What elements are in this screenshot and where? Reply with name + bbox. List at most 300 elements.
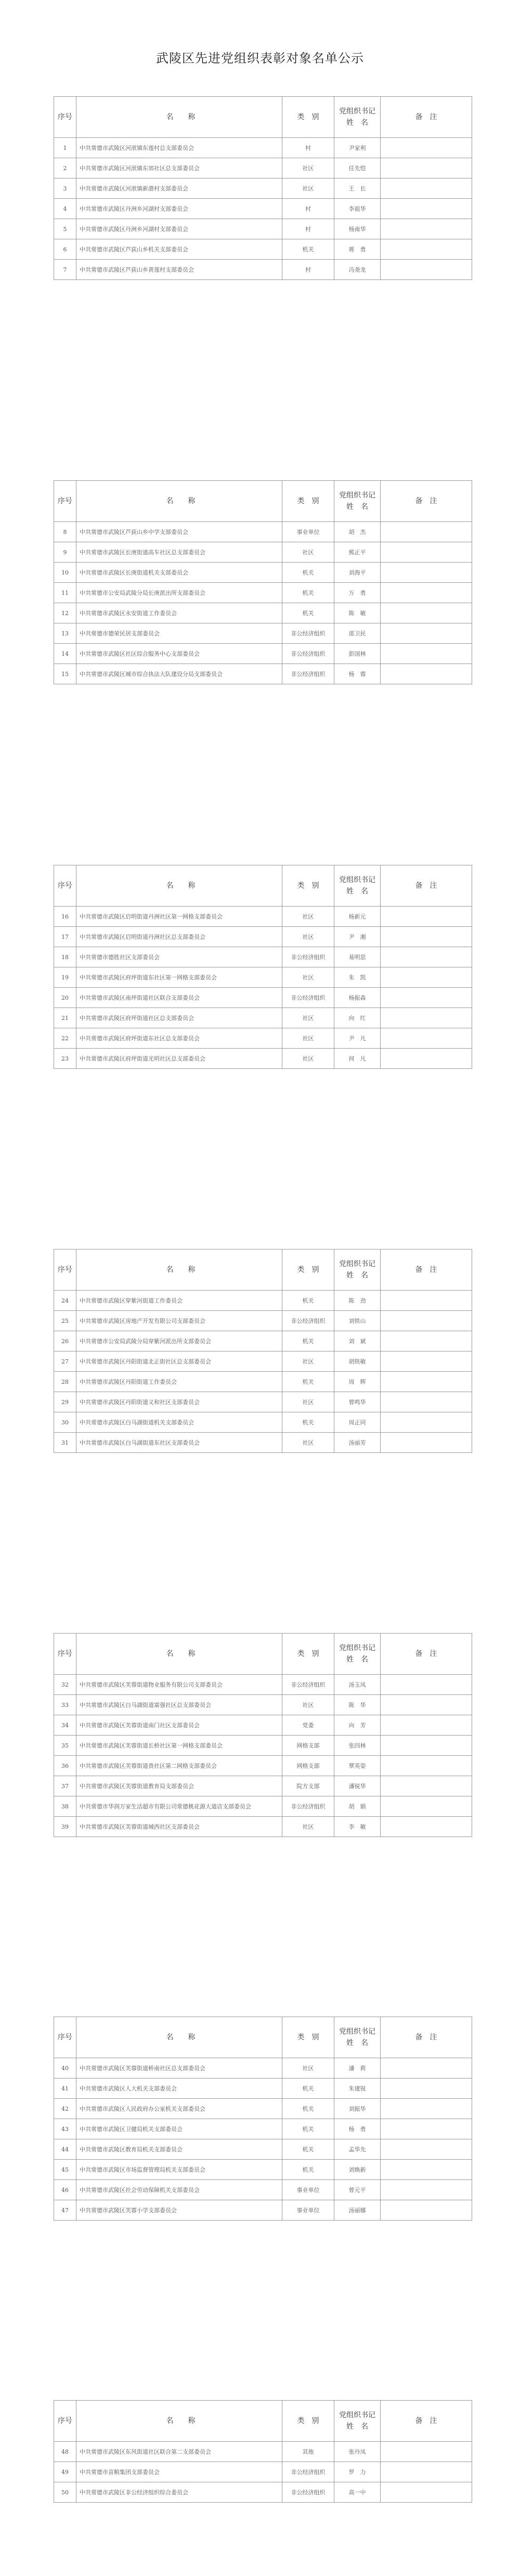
cell-name: 中共常德市武陵区城市综合执法大队建设分局支部委员会 <box>76 664 282 684</box>
table-row <box>54 1675 472 1695</box>
cell-no: 5 <box>54 219 76 239</box>
cell-no: 16 <box>54 907 76 927</box>
cell-type: 机关 <box>282 563 334 583</box>
header-secretary-line2: 姓 名 <box>346 1271 368 1280</box>
cell-secretary: 胡铁敏 <box>334 1351 381 1372</box>
cell-no: 50 <box>54 2482 76 2503</box>
cell-type: 社区 <box>282 927 334 947</box>
cell-no: 40 <box>54 2058 76 2078</box>
header-remark: 备 注 <box>381 2401 472 2442</box>
header-remark: 备 注 <box>381 1249 472 1291</box>
cell-type: 社区 <box>282 967 334 988</box>
cell-name: 中共常德市武陵区芙蓉街道物业服务有限公司支部委员会 <box>76 1675 282 1695</box>
header-name: 名 称 <box>76 2401 282 2442</box>
cell-no: 46 <box>54 2180 76 2200</box>
table-header-row <box>54 481 472 522</box>
cell-name: 中共常德市武陵区芙蓉街道贵社区第二网格支部委员会 <box>76 1756 282 1776</box>
cell-remark <box>381 2078 472 2099</box>
cell-name: 中共常德市武陵区丹阳街道工作委员会 <box>76 1372 282 1392</box>
cell-no: 6 <box>54 239 76 260</box>
table-row <box>54 1695 472 1715</box>
cell-no: 12 <box>54 603 76 623</box>
cell-name: 中共常德市武陵区永安街道工作委员会 <box>76 603 282 623</box>
cell-no: 10 <box>54 563 76 583</box>
cell-type: 机关 <box>282 1372 334 1392</box>
cell-secretary: 胡 杰 <box>334 522 381 542</box>
cell-type: 社区 <box>282 1351 334 1372</box>
cell-name: 中共常德市武陵区丹洲乡河湖村支部委员会 <box>76 219 282 239</box>
cell-no: 15 <box>54 664 76 684</box>
cell-secretary: 孟华先 <box>334 2139 381 2160</box>
cell-type: 非公经济组织 <box>282 1796 334 1817</box>
cell-type: 事业单位 <box>282 522 334 542</box>
cell-remark <box>381 947 472 967</box>
table-row <box>54 644 472 664</box>
header-name: 名 称 <box>76 1249 282 1291</box>
table-row <box>54 1331 472 1351</box>
cell-type: 社区 <box>282 1433 334 1453</box>
award-table <box>54 480 472 684</box>
cell-type: 社区 <box>282 2058 334 2078</box>
table-row <box>54 1008 472 1028</box>
table-row <box>54 2200 472 2221</box>
cell-secretary: 刘振华 <box>334 2099 381 2119</box>
cell-no: 36 <box>54 1756 76 1776</box>
cell-remark <box>381 967 472 988</box>
cell-no: 30 <box>54 1412 76 1433</box>
cell-remark <box>381 1331 472 1351</box>
cell-secretary: 汤丽娜 <box>334 2200 381 2221</box>
table-row <box>54 239 472 260</box>
cell-name: 中共常德市武陵区芙蓉街道桥南社区总支部委员会 <box>76 2058 282 2078</box>
cell-remark <box>381 2180 472 2200</box>
cell-secretary: 尹家利 <box>334 138 381 158</box>
table-row <box>54 1392 472 1412</box>
cell-no: 13 <box>54 623 76 644</box>
table-row <box>54 1433 472 1453</box>
cell-name: 中共常德市武陵区非公经济组织综合委员会 <box>76 2482 282 2503</box>
cell-remark <box>381 2139 472 2160</box>
table-row <box>54 1756 472 1776</box>
cell-no: 41 <box>54 2078 76 2099</box>
cell-secretary: 彭国林 <box>334 644 381 664</box>
cell-type: 网格支部 <box>282 1756 334 1776</box>
cell-remark <box>381 158 472 178</box>
header-type: 类 别 <box>282 97 334 138</box>
page-title: 武陵区先进党组织表彰对象名单公示 <box>156 51 364 66</box>
header-secretary-line2: 姓 名 <box>346 2422 368 2431</box>
cell-secretary: 向 红 <box>334 1008 381 1028</box>
cell-type: 社区 <box>282 1392 334 1412</box>
cell-secretary: 曾鸣华 <box>334 1392 381 1412</box>
cell-type: 村 <box>282 260 334 280</box>
table-row <box>54 623 472 644</box>
cell-secretary: 罗 力 <box>334 2462 381 2482</box>
cell-type: 社区 <box>282 178 334 199</box>
cell-type: 机关 <box>282 1291 334 1311</box>
cell-secretary: 何 凡 <box>334 1049 381 1069</box>
header-name: 名 称 <box>76 865 282 907</box>
table-header-row <box>54 2401 472 2442</box>
cell-remark <box>381 2119 472 2139</box>
cell-no: 42 <box>54 2099 76 2119</box>
award-table <box>54 2017 472 2221</box>
table-row <box>54 522 472 542</box>
cell-secretary: 汤玉凤 <box>334 1675 381 1695</box>
cell-type: 非公经济组织 <box>282 664 334 684</box>
cell-type: 机关 <box>282 2119 334 2139</box>
cell-no: 29 <box>54 1392 76 1412</box>
header-name: 名 称 <box>76 97 282 138</box>
cell-remark <box>381 1351 472 1372</box>
cell-remark <box>381 1776 472 1796</box>
cell-name: 中共常德市武陵区长庚街道机关支部委员会 <box>76 563 282 583</box>
cell-name: 中共常德市武陵区芙蓉街道教育局支部委员会 <box>76 1776 282 1796</box>
header-type: 类 别 <box>282 481 334 522</box>
header-no: 序号 <box>54 865 76 907</box>
table-row <box>54 199 472 219</box>
table-row <box>54 1291 472 1311</box>
cell-secretary: 周 辉 <box>334 1372 381 1392</box>
table-row <box>54 2160 472 2180</box>
cell-remark <box>381 988 472 1008</box>
cell-remark <box>381 1311 472 1331</box>
cell-type: 机关 <box>282 1412 334 1433</box>
cell-name: 中共常德市武陵区芦荻山乡中学支部委员会 <box>76 522 282 542</box>
cell-secretary: 杨南华 <box>334 219 381 239</box>
cell-secretary: 陈 敏 <box>334 603 381 623</box>
cell-type: 机关 <box>282 583 334 603</box>
cell-name: 中共常德市武陵区府坪街道光明社区总支部委员会 <box>76 1049 282 1069</box>
table-row <box>54 1796 472 1817</box>
cell-secretary: 曾元平 <box>334 2180 381 2200</box>
cell-secretary: 邵卫民 <box>334 623 381 644</box>
cell-no: 14 <box>54 644 76 664</box>
cell-secretary: 向 芳 <box>334 1715 381 1736</box>
header-remark: 备 注 <box>381 2017 472 2058</box>
cell-name: 中共常德市武陵区府坪街道东社区第一网格支部委员会 <box>76 967 282 988</box>
cell-remark <box>381 2462 472 2482</box>
cell-type: 事业单位 <box>282 2200 334 2221</box>
header-remark: 备 注 <box>381 481 472 522</box>
cell-name: 中共常德市武陵区丹阳街道义和社区支部委员会 <box>76 1392 282 1412</box>
cell-remark <box>381 219 472 239</box>
cell-no: 18 <box>54 947 76 967</box>
cell-type: 非公经济组织 <box>282 988 334 1008</box>
header-no: 序号 <box>54 1634 76 1675</box>
cell-secretary: 杨 蓉 <box>334 664 381 684</box>
cell-no: 39 <box>54 1817 76 1837</box>
cell-remark <box>381 1675 472 1695</box>
header-secretary-line1: 党组织书记 <box>339 1644 375 1652</box>
cell-secretary: 熊正平 <box>334 542 381 563</box>
cell-name: 中共常德市武陵区启明街道丹洲社区总支部委员会 <box>76 927 282 947</box>
cell-remark <box>381 138 472 158</box>
award-table <box>54 2400 472 2503</box>
cell-type: 其他 <box>282 2442 334 2462</box>
cell-no: 24 <box>54 1291 76 1311</box>
table-row <box>54 260 472 280</box>
header-type: 类 别 <box>282 1634 334 1675</box>
header-secretary <box>334 2017 381 2058</box>
cell-no: 4 <box>54 199 76 219</box>
cell-name: 中共常德市武陵区白马湖街道富强社区总支部委员会 <box>76 1695 282 1715</box>
cell-secretary: 陈 劲 <box>334 1291 381 1311</box>
table-row <box>54 1412 472 1433</box>
cell-remark <box>381 1028 472 1049</box>
cell-name: 中共常德市公安局武陵分局长庚派出所支部委员会 <box>76 583 282 603</box>
header-no: 序号 <box>54 97 76 138</box>
cell-remark <box>381 239 472 260</box>
cell-name: 中共常德市武陵区南坪街道社区联合支部委员会 <box>76 988 282 1008</box>
header-secretary-line1: 党组织书记 <box>339 2411 375 2419</box>
cell-secretary: 杨新元 <box>334 907 381 927</box>
cell-remark <box>381 260 472 280</box>
cell-secretary: 李祖华 <box>334 199 381 219</box>
cell-secretary: 汤丽芳 <box>334 1433 381 1453</box>
cell-name: 中共常德市武陵区长庚街道高车社区总支部委员会 <box>76 542 282 563</box>
cell-no: 33 <box>54 1695 76 1715</box>
cell-remark <box>381 1796 472 1817</box>
table-row <box>54 1351 472 1372</box>
cell-name: 中共常德市武陵区河洑镇东郊社区总支部委员会 <box>76 158 282 178</box>
table-row <box>54 1372 472 1392</box>
table-row <box>54 2099 472 2119</box>
cell-secretary: 潘 莉 <box>334 2058 381 2078</box>
cell-secretary: 胡 娟 <box>334 1796 381 1817</box>
cell-remark <box>381 927 472 947</box>
cell-type: 党委 <box>282 1715 334 1736</box>
cell-no: 25 <box>54 1311 76 1331</box>
cell-no: 31 <box>54 1433 76 1453</box>
cell-type: 非公经济组织 <box>282 1675 334 1695</box>
table-row <box>54 1311 472 1331</box>
header-secretary-line2: 姓 名 <box>346 2039 368 2047</box>
cell-remark <box>381 1433 472 1453</box>
cell-no: 9 <box>54 542 76 563</box>
cell-name: 中共常德市武陵区教育局机关支部委员会 <box>76 2139 282 2160</box>
cell-name: 中共常德市苗粮集团支部委员会 <box>76 2462 282 2482</box>
header-secretary-line1: 党组织书记 <box>339 491 375 500</box>
table-row <box>54 907 472 927</box>
cell-no: 48 <box>54 2442 76 2462</box>
table-row <box>54 664 472 684</box>
cell-secretary: 覃英姿 <box>334 1756 381 1776</box>
cell-name: 中共常德市华润万家生活超市有限公司常德桃花源大道店支部委员会 <box>76 1796 282 1817</box>
cell-type: 村 <box>282 199 334 219</box>
table-row <box>54 158 472 178</box>
cell-no: 38 <box>54 1796 76 1817</box>
cell-no: 20 <box>54 988 76 1008</box>
cell-type: 网格支部 <box>282 1736 334 1756</box>
cell-no: 32 <box>54 1675 76 1695</box>
header-secretary-line1: 党组织书记 <box>339 876 375 884</box>
cell-type: 机关 <box>282 2160 334 2180</box>
cell-remark <box>381 1412 472 1433</box>
cell-name: 中共常德市武陵区芙蓉街道长桥社区第一网格支部委员会 <box>76 1736 282 1756</box>
cell-remark <box>381 2200 472 2221</box>
cell-no: 35 <box>54 1736 76 1756</box>
header-name: 名 称 <box>76 481 282 522</box>
header-secretary-line1: 党组织书记 <box>339 2027 375 2036</box>
cell-no: 7 <box>54 260 76 280</box>
header-secretary <box>334 1634 381 1675</box>
table-row <box>54 2462 472 2482</box>
cell-type: 机关 <box>282 2099 334 2119</box>
cell-no: 2 <box>54 158 76 178</box>
header-type: 类 别 <box>282 2017 334 2058</box>
header-no: 序号 <box>54 1249 76 1291</box>
cell-name: 中共常德市武陵区河洑镇东莲村总支部委员会 <box>76 138 282 158</box>
cell-type: 非公经济组织 <box>282 623 334 644</box>
cell-type: 社区 <box>282 542 334 563</box>
header-remark: 备 注 <box>381 1634 472 1675</box>
cell-name: 中共常德市武陵区府坪街道社区总支部委员会 <box>76 1008 282 1028</box>
header-type: 类 别 <box>282 2401 334 2442</box>
cell-name: 中共常德市武陵区府坪街道东社区总支部委员会 <box>76 1028 282 1049</box>
header-secretary-line1: 党组织书记 <box>339 1260 375 1268</box>
cell-no: 47 <box>54 2200 76 2221</box>
cell-remark <box>381 542 472 563</box>
table-header-row <box>54 865 472 907</box>
cell-type: 村 <box>282 138 334 158</box>
table-row <box>54 947 472 967</box>
cell-no: 1 <box>54 138 76 158</box>
cell-secretary: 杨振森 <box>334 988 381 1008</box>
cell-remark <box>381 2160 472 2180</box>
cell-remark <box>381 1392 472 1412</box>
cell-name: 中共常德市武陵区芙蓉街道城西社区支部委员会 <box>76 1817 282 1837</box>
cell-type: 社区 <box>282 1028 334 1049</box>
cell-secretary: 万 勇 <box>334 583 381 603</box>
cell-name: 中共常德市德胜社区支部委员会 <box>76 947 282 967</box>
header-secretary <box>334 1249 381 1291</box>
cell-secretary: 冯尧龙 <box>334 260 381 280</box>
cell-secretary: 朱 凯 <box>334 967 381 988</box>
cell-secretary: 易明思 <box>334 947 381 967</box>
cell-remark <box>381 907 472 927</box>
table-row <box>54 2180 472 2200</box>
cell-name: 中共常德市武陵区河洑镇新港村支部委员会 <box>76 178 282 199</box>
cell-type: 机关 <box>282 2139 334 2160</box>
cell-remark <box>381 2442 472 2462</box>
cell-no: 23 <box>54 1049 76 1069</box>
cell-remark <box>381 603 472 623</box>
cell-secretary: 陈 华 <box>334 1695 381 1715</box>
cell-type: 社区 <box>282 1817 334 1837</box>
cell-name: 中共常德市武陵区芙蓉街道南门社区支部委员会 <box>76 1715 282 1736</box>
award-table <box>54 1249 472 1453</box>
table-row <box>54 583 472 603</box>
cell-remark <box>381 1756 472 1776</box>
cell-name: 中共常德市武陵区丹阳街道北正街社区总支部委员会 <box>76 1351 282 1372</box>
cell-remark <box>381 1049 472 1069</box>
cell-secretary: 杨 勇 <box>334 2119 381 2139</box>
cell-name: 中共常德市武陵区社会劳动保障机关支部委员会 <box>76 2180 282 2200</box>
cell-type: 机关 <box>282 1331 334 1351</box>
table-row <box>54 2058 472 2078</box>
cell-secretary: 朱建锐 <box>334 2078 381 2099</box>
cell-type: 社区 <box>282 1695 334 1715</box>
cell-secretary: 蒋 勇 <box>334 239 381 260</box>
cell-type: 社区 <box>282 1049 334 1069</box>
cell-type: 非公经济组织 <box>282 947 334 967</box>
table-header-row <box>54 1249 472 1291</box>
table-row <box>54 603 472 623</box>
cell-no: 44 <box>54 2139 76 2160</box>
header-no: 序号 <box>54 2017 76 2058</box>
cell-no: 22 <box>54 1028 76 1049</box>
cell-remark <box>381 1008 472 1028</box>
header-no: 序号 <box>54 481 76 522</box>
cell-remark <box>381 1736 472 1756</box>
cell-no: 37 <box>54 1776 76 1796</box>
header-remark: 备 注 <box>381 865 472 907</box>
cell-name: 中共常德市武陵区丹洲乡河湖村支部委员会 <box>76 199 282 219</box>
cell-secretary: 张丹凤 <box>334 2442 381 2462</box>
table-row <box>54 988 472 1008</box>
table-row <box>54 1736 472 1756</box>
cell-remark <box>381 1817 472 1837</box>
cell-secretary: 刘 斌 <box>334 1331 381 1351</box>
table-row <box>54 138 472 158</box>
header-remark: 备 注 <box>381 97 472 138</box>
cell-type: 非公经济组织 <box>282 2482 334 2503</box>
cell-type: 院方支部 <box>282 1776 334 1796</box>
table-row <box>54 927 472 947</box>
table-row <box>54 967 472 988</box>
header-secretary <box>334 97 381 138</box>
award-table <box>54 1633 472 1837</box>
cell-remark <box>381 623 472 644</box>
cell-remark <box>381 2482 472 2503</box>
table-row <box>54 2139 472 2160</box>
cell-remark <box>381 563 472 583</box>
cell-name: 中共常德市武陵区卫健局机关支部委员会 <box>76 2119 282 2139</box>
cell-type: 社区 <box>282 907 334 927</box>
cell-secretary: 周正同 <box>334 1412 381 1433</box>
cell-no: 49 <box>54 2462 76 2482</box>
cell-remark <box>381 178 472 199</box>
cell-secretary: 刘焕新 <box>334 2160 381 2180</box>
cell-type: 非公经济组织 <box>282 644 334 664</box>
cell-secretary: 潘锐华 <box>334 1776 381 1796</box>
cell-no: 43 <box>54 2119 76 2139</box>
cell-remark <box>381 1291 472 1311</box>
table-row <box>54 2119 472 2139</box>
table-row <box>54 542 472 563</box>
cell-no: 21 <box>54 1008 76 1028</box>
cell-remark <box>381 1372 472 1392</box>
cell-type: 机关 <box>282 2078 334 2099</box>
header-name: 名 称 <box>76 2017 282 2058</box>
cell-name: 中共常德市武陵区人民政府办公室机关支部委员会 <box>76 2099 282 2119</box>
header-secretary-line2: 姓 名 <box>346 503 368 511</box>
cell-type: 非公经济组织 <box>282 2462 334 2482</box>
cell-name: 中共常德市武陵区房地产开发有限公司支部委员会 <box>76 1311 282 1331</box>
table-row <box>54 178 472 199</box>
cell-name: 中共常德市德荣民居支部委员会 <box>76 623 282 644</box>
table-row <box>54 2078 472 2099</box>
cell-type: 机关 <box>282 239 334 260</box>
cell-no: 8 <box>54 522 76 542</box>
cell-secretary: 刘海平 <box>334 563 381 583</box>
cell-secretary: 任先恺 <box>334 158 381 178</box>
cell-type: 社区 <box>282 158 334 178</box>
cell-no: 45 <box>54 2160 76 2180</box>
table-row <box>54 2442 472 2462</box>
award-table <box>54 96 472 280</box>
